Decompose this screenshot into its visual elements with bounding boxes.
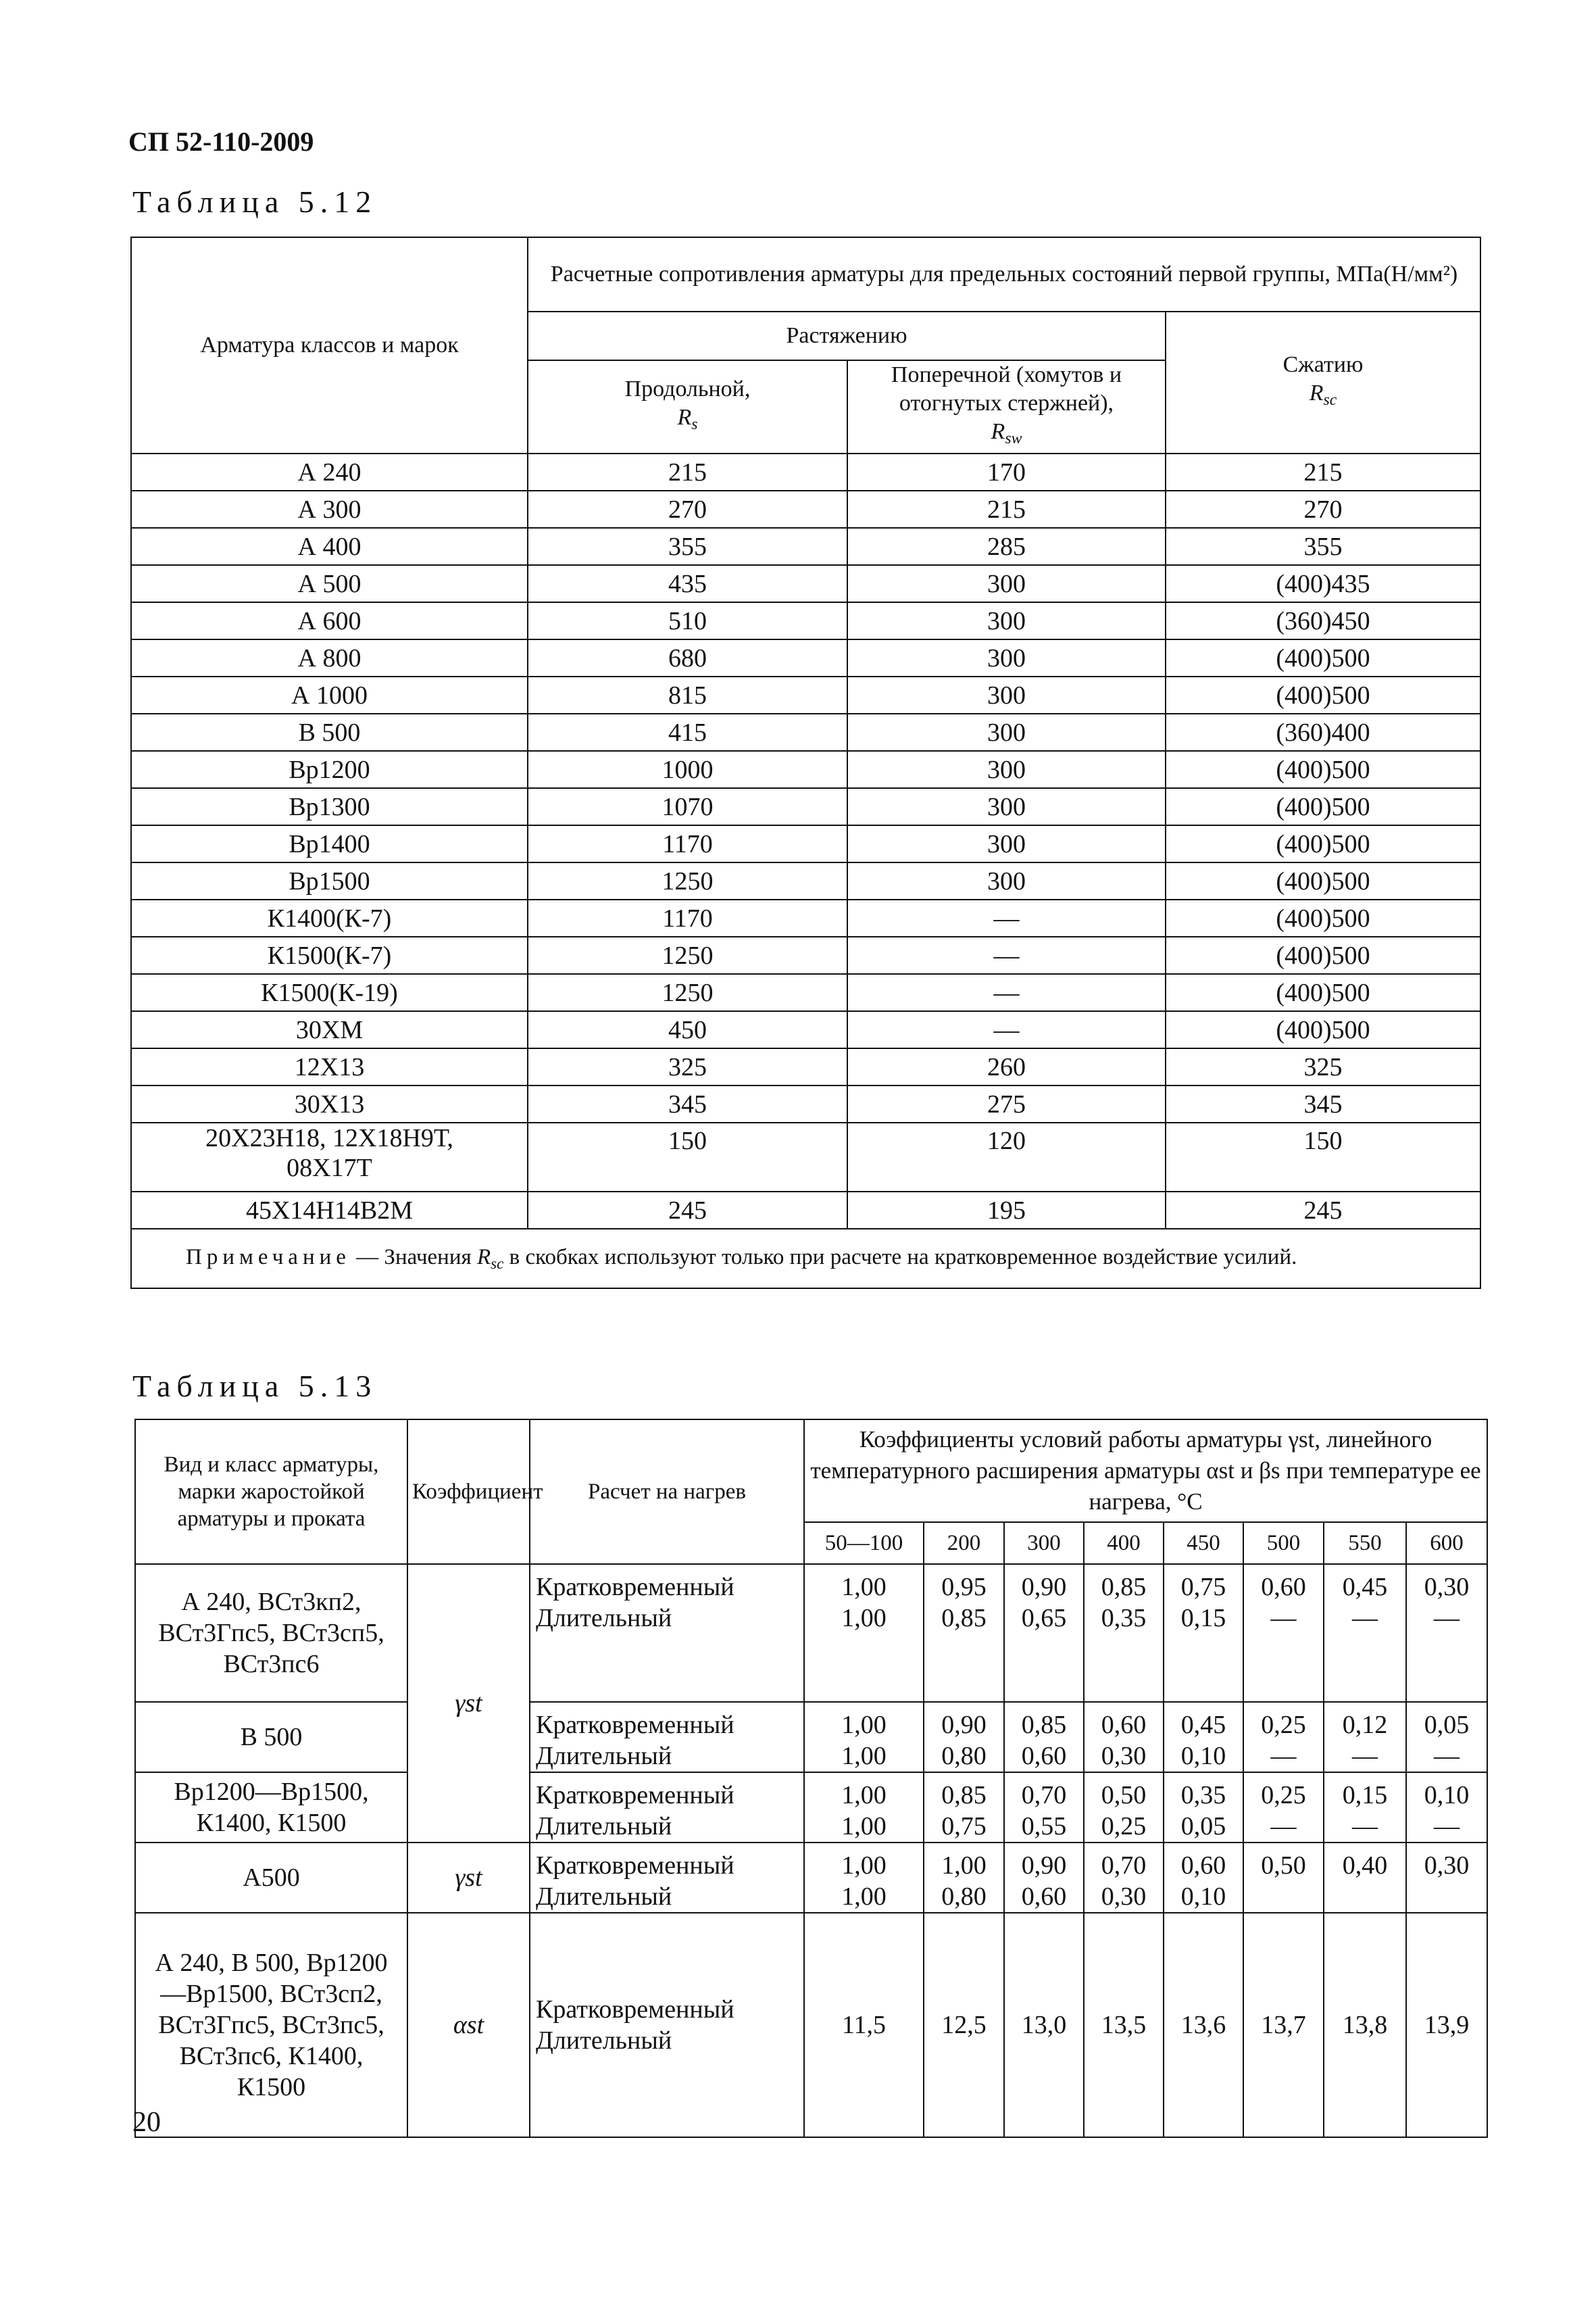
cell-rsw: 285 — [847, 528, 1166, 565]
cell-rsw: 195 — [847, 1192, 1166, 1229]
table-row — [131, 714, 1480, 751]
head-kind: Вид и класс арматуры, марки жаростойкой арматуры и проката — [135, 1419, 407, 1564]
table-5-12-caption: Таблица 5.12 — [132, 185, 378, 219]
head-tension: Растяжению — [528, 312, 1166, 360]
cell-coef: γst — [407, 1843, 530, 1913]
cell-cls: 30ХМ — [131, 1011, 528, 1048]
cell-value: 0,85 0,35 — [1084, 1564, 1164, 1702]
cell-cls: А 800 — [131, 639, 528, 677]
cell-coef: γst — [407, 1564, 530, 1843]
cell-rsw: — — [847, 1011, 1166, 1048]
cell-value: 0,30 — [1406, 1843, 1487, 1913]
cell-rsw: 260 — [847, 1048, 1166, 1086]
head-temp: 200 — [924, 1522, 1004, 1564]
cell-rsc: 150 — [1166, 1123, 1480, 1192]
cell-rs: 270 — [528, 491, 847, 528]
table-row — [135, 1913, 1487, 2137]
table-row — [131, 565, 1480, 602]
cell-rsc: 215 — [1166, 454, 1480, 491]
cell-rsw: 120 — [847, 1123, 1166, 1192]
cell-rsc: 355 — [1166, 528, 1480, 565]
cell-value: 1,00 1,00 — [804, 1702, 924, 1772]
table-row — [131, 1123, 1480, 1192]
cell-rs: 1000 — [528, 751, 847, 788]
document-code: СП 52-110-2009 — [128, 126, 314, 157]
table-row — [131, 751, 1480, 788]
cell-value: 0,90 0,60 — [1004, 1843, 1084, 1913]
cell-rs: 345 — [528, 1086, 847, 1123]
cell-rsc: (400)500 — [1166, 639, 1480, 677]
cell-value: 0,45 0,10 — [1164, 1702, 1243, 1772]
cell-kind: В 500 — [135, 1702, 407, 1772]
cell-rsc: 270 — [1166, 491, 1480, 528]
cell-rsc: (360)400 — [1166, 714, 1480, 751]
cell-rsc: (400)500 — [1166, 900, 1480, 937]
head-coef-title: Коэффициенты условий работы арматуры γst, линейного температурного расширения арматуры αst и βs при температуре ее нагрева, °С — [804, 1419, 1487, 1522]
table-row — [131, 1086, 1480, 1123]
head-compression: Сжатию $R_{sc}$ — [1166, 312, 1480, 454]
cell-cls: Вр1300 — [131, 788, 528, 825]
cell-value: 1,00 1,00 — [804, 1564, 924, 1702]
cell-value: 0,95 0,85 — [924, 1564, 1004, 1702]
cell-kind: А 240, ВСт3кп2, ВСт3Гпс5, ВСт3сп5, ВСт3пс6 — [135, 1564, 407, 1702]
table-row — [131, 454, 1480, 491]
cell-rsc: (360)450 — [1166, 602, 1480, 639]
cell-cls: Вр1200 — [131, 751, 528, 788]
cell-rsw: 300 — [847, 825, 1166, 862]
cell-value: 0,70 0,30 — [1084, 1843, 1164, 1913]
cell-calc: Кратковременный Длительный — [530, 1564, 804, 1702]
cell-rsc: (400)500 — [1166, 937, 1480, 974]
cell-value: 0,05 — — [1406, 1702, 1487, 1772]
cell-rsw: 300 — [847, 862, 1166, 900]
cell-rsw: — — [847, 974, 1166, 1011]
cell-cls: 20Х23Н18, 12Х18Н9Т, 08Х17Т — [131, 1123, 528, 1192]
cell-kind: А 240, В 500, Вр1200—Вр1500, ВСт3сп2, ВСт3Гпс5, ВСт3пс5, ВСт3пс6, К1400, К1500 — [135, 1913, 407, 2137]
cell-rsc: (400)500 — [1166, 677, 1480, 714]
cell-value: 1,00 0,80 — [924, 1843, 1004, 1913]
cell-rs: 510 — [528, 602, 847, 639]
cell-value: 0,90 0,80 — [924, 1702, 1004, 1772]
cell-value: 0,70 0,55 — [1004, 1772, 1084, 1843]
cell-value: 0,75 0,15 — [1164, 1564, 1243, 1702]
cell-value: 13,8 — [1324, 1913, 1406, 2137]
table-row — [135, 1564, 1487, 1702]
cell-value: 13,5 — [1084, 1913, 1164, 2137]
table-row — [135, 1843, 1487, 1913]
cell-value: 0,90 0,65 — [1004, 1564, 1084, 1702]
table-row — [131, 937, 1480, 974]
table-row — [131, 1192, 1480, 1229]
head-calc: Расчет на нагрев — [530, 1419, 804, 1564]
cell-rs: 1170 — [528, 900, 847, 937]
cell-rsc: 325 — [1166, 1048, 1480, 1086]
cell-rsc: (400)435 — [1166, 565, 1480, 602]
cell-value: 13,7 — [1243, 1913, 1324, 2137]
table-row — [131, 1048, 1480, 1086]
cell-cls: В 500 — [131, 714, 528, 751]
cell-rsc: (400)500 — [1166, 788, 1480, 825]
cell-rsc: (400)500 — [1166, 1011, 1480, 1048]
table-row — [131, 639, 1480, 677]
cell-rsw: 215 — [847, 491, 1166, 528]
cell-rs: 1170 — [528, 825, 847, 862]
cell-calc: Кратковременный Длительный — [530, 1702, 804, 1772]
cell-rs: 150 — [528, 1123, 847, 1192]
cell-rs: 355 — [528, 528, 847, 565]
cell-rsw: — — [847, 937, 1166, 974]
head-temp: 300 — [1004, 1522, 1084, 1564]
cell-value: 0,60 0,30 — [1084, 1702, 1164, 1772]
cell-rsw: 300 — [847, 565, 1166, 602]
cell-value: 0,50 0,25 — [1084, 1772, 1164, 1843]
cell-rs: 245 — [528, 1192, 847, 1229]
table-5-12 — [130, 237, 1481, 1289]
head-temp: 400 — [1084, 1522, 1164, 1564]
cell-value: 0,50 — [1243, 1843, 1324, 1913]
cell-cls: К1500(К-19) — [131, 974, 528, 1011]
cell-rsw: 275 — [847, 1086, 1166, 1123]
table-row — [135, 1702, 1487, 1772]
head-temp: 50—100 — [804, 1522, 924, 1564]
table-row — [135, 1772, 1487, 1843]
head-class-col: Арматура классов и марок — [131, 237, 528, 454]
cell-cls: А 240 — [131, 454, 528, 491]
table-row — [131, 491, 1480, 528]
cell-rs: 450 — [528, 1011, 847, 1048]
head-transverse: Поперечной (хомутов и отогнутых стержней), $R_{sw}$ — [847, 360, 1166, 454]
cell-cls: А 300 — [131, 491, 528, 528]
cell-cls: А 400 — [131, 528, 528, 565]
cell-value: 11,5 — [804, 1913, 924, 2137]
cell-rsw: 300 — [847, 788, 1166, 825]
cell-cls: 12Х13 — [131, 1048, 528, 1086]
cell-rsc: 245 — [1166, 1192, 1480, 1229]
cell-rsw: 170 — [847, 454, 1166, 491]
cell-cls: К1500(К-7) — [131, 937, 528, 974]
head-group-title: Расчетные сопротивления арматуры для предельных состояний первой группы, МПа(Н/мм²) — [528, 237, 1480, 312]
table-row — [131, 862, 1480, 900]
cell-value: 0,25 — — [1243, 1702, 1324, 1772]
head-temp: 500 — [1243, 1522, 1324, 1564]
head-temp: 550 — [1324, 1522, 1406, 1564]
table-row — [131, 788, 1480, 825]
cell-calc: Кратковременный Длительный — [530, 1772, 804, 1843]
head-temp: 450 — [1164, 1522, 1243, 1564]
cell-cls: Вр1500 — [131, 862, 528, 900]
cell-cls: Вр1400 — [131, 825, 528, 862]
cell-value: 0,30 — — [1406, 1564, 1487, 1702]
cell-value: 12,5 — [924, 1913, 1004, 2137]
cell-value: 0,60 — — [1243, 1564, 1324, 1702]
cell-rsc: (400)500 — [1166, 751, 1480, 788]
cell-rsc: 345 — [1166, 1086, 1480, 1123]
cell-cls: 45Х14Н14В2М — [131, 1192, 528, 1229]
cell-rs: 215 — [528, 454, 847, 491]
cell-value: 0,40 — [1324, 1843, 1406, 1913]
cell-rs: 1070 — [528, 788, 847, 825]
table-5-12-note: Примечание — Значения $R_{sc}$ в скобках используют только при расчете на кратковременное воздействие усилий. — [131, 1229, 1480, 1288]
cell-rs: 680 — [528, 639, 847, 677]
cell-cls: 30Х13 — [131, 1086, 528, 1123]
table-5-13-caption: Таблица 5.13 — [132, 1369, 378, 1403]
table-5-13 — [134, 1419, 1488, 2138]
cell-cls: А 600 — [131, 602, 528, 639]
cell-value: 13,6 — [1164, 1913, 1243, 2137]
cell-cls: К1400(К-7) — [131, 900, 528, 937]
cell-value: 0,85 0,75 — [924, 1772, 1004, 1843]
head-temp: 600 — [1406, 1522, 1487, 1564]
cell-value: 13,9 — [1406, 1913, 1487, 2137]
cell-rsw: 300 — [847, 751, 1166, 788]
head-coef: Коэффициент — [407, 1419, 530, 1564]
cell-rs: 415 — [528, 714, 847, 751]
cell-value: 0,35 0,05 — [1164, 1772, 1243, 1843]
cell-rsw: — — [847, 900, 1166, 937]
cell-rs: 435 — [528, 565, 847, 602]
cell-rsw: 300 — [847, 639, 1166, 677]
table-row — [131, 528, 1480, 565]
cell-value: 0,60 0,10 — [1164, 1843, 1243, 1913]
table-row — [131, 1011, 1480, 1048]
cell-value: 1,00 1,00 — [804, 1772, 924, 1843]
cell-kind: Вр1200—Вр1500, К1400, К1500 — [135, 1772, 407, 1843]
cell-coef: αst — [407, 1913, 530, 2137]
cell-cls: А 1000 — [131, 677, 528, 714]
cell-rs: 325 — [528, 1048, 847, 1086]
cell-rs: 1250 — [528, 862, 847, 900]
page-number: 20 — [132, 2107, 161, 2138]
cell-rs: 815 — [528, 677, 847, 714]
cell-rs: 1250 — [528, 937, 847, 974]
cell-rsw: 300 — [847, 714, 1166, 751]
cell-rsc: (400)500 — [1166, 825, 1480, 862]
table-row — [131, 825, 1480, 862]
cell-calc: Кратковременный Длительный — [530, 1843, 804, 1913]
cell-value: 0,85 0,60 — [1004, 1702, 1084, 1772]
cell-rs: 1250 — [528, 974, 847, 1011]
cell-value: 0,15 — — [1324, 1772, 1406, 1843]
cell-rsc: (400)500 — [1166, 974, 1480, 1011]
head-longitudinal: Продольной, $R_s$ — [528, 360, 847, 454]
cell-kind: А500 — [135, 1843, 407, 1913]
table-row — [131, 974, 1480, 1011]
cell-rsc: (400)500 — [1166, 862, 1480, 900]
cell-value: 0,10 — — [1406, 1772, 1487, 1843]
table-row — [131, 602, 1480, 639]
cell-value: 13,0 — [1004, 1913, 1084, 2137]
cell-value: 0,45 — — [1324, 1564, 1406, 1702]
cell-cls: А 500 — [131, 565, 528, 602]
table-row — [131, 900, 1480, 937]
cell-rsw: 300 — [847, 677, 1166, 714]
cell-value: 0,25 — — [1243, 1772, 1324, 1843]
cell-value: 1,00 1,00 — [804, 1843, 924, 1913]
table-row — [131, 677, 1480, 714]
cell-value: 0,12 — — [1324, 1702, 1406, 1772]
cell-rsw: 300 — [847, 602, 1166, 639]
cell-calc: Кратковременный Длительный — [530, 1913, 804, 2137]
